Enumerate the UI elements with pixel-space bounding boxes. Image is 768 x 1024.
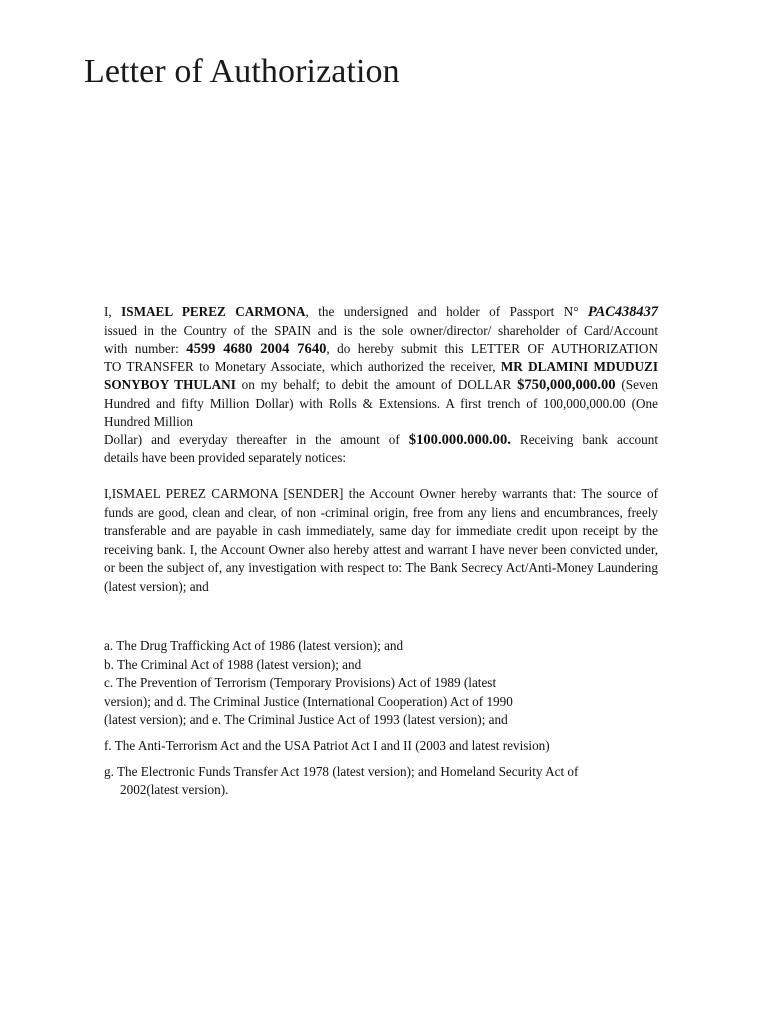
text-span: TO TRANSFER to Monetary Associate, which authorized the receiver, bbox=[104, 359, 501, 375]
list-item: g. The Electronic Funds Transfer Act 1978 (latest version); and Homeland Security Act of bbox=[104, 763, 579, 779]
acts-list bbox=[104, 637, 664, 800]
list-item: c. The Prevention of Terrorism (Temporary Provisions) Act of 1989 (latest bbox=[104, 675, 497, 691]
paragraph-line bbox=[104, 303, 658, 322]
text-span: , do hereby submit this LETTER OF AUTHORIZATION bbox=[326, 340, 658, 356]
list-item: version); and d. The Criminal Justice (International Cooperation) Act of 1990 bbox=[104, 693, 513, 709]
list-item: b. The Criminal Act of 1988 (latest version); and bbox=[104, 656, 362, 672]
text-span: Receiving bank account bbox=[510, 431, 658, 447]
paragraph-line: Hundred Million bbox=[104, 413, 194, 429]
text-span: (Seven bbox=[615, 377, 658, 393]
document-title: Letter of Authorization bbox=[84, 53, 400, 90]
receiver-name: MR DLAMINI MDUDUZI bbox=[500, 359, 658, 375]
paragraph-line: issued in the Country of the SPAIN and is the sole owner/director/ shareholder of Card/Account bbox=[104, 322, 658, 338]
list-item: 2002(latest version). bbox=[120, 782, 229, 798]
sender-name: ISMAEL PEREZ CARMONA bbox=[121, 304, 306, 319]
card-number: 4599 4680 2004 7640 bbox=[186, 340, 327, 357]
warranty-paragraph: I,ISMAEL PEREZ CARMONA [SENDER] the Account Owner hereby warrants that: The source of funds are good, clean and clear, of non -criminal origin, free from any liens and encumbrances, freely transferable and are payable in cash immediately, same day for immediate credit upon receipt by the receiving bank. I, the Account Owner also hereby attest and warrant I have never been convicted under, or been the subject of, any investigation with respect to: The Bank Secrecy Act/Anti-Money Laundering (latest version); and bbox=[104, 486, 658, 594]
paragraph-line bbox=[104, 340, 658, 359]
text-span: , the undersigned and holder of Passport N° bbox=[305, 304, 588, 319]
passport-number: PAC438437 bbox=[587, 304, 658, 320]
paragraph-line bbox=[104, 431, 658, 450]
text-span: Dollar) and everyday thereafter in the amount of bbox=[104, 431, 409, 447]
list-item: f. The Anti-Terrorism Act and the USA Patriot Act I and II (2003 and latest revision) bbox=[104, 737, 550, 753]
transfer-amount: $750,000,000.00 bbox=[517, 377, 616, 394]
list-item: (latest version); and e. The Criminal Justice Act of 1993 (latest version); and bbox=[104, 712, 508, 728]
text-span: on my behalf; to debit the amount of DOLLAR bbox=[235, 377, 518, 393]
authorization-paragraph bbox=[104, 303, 658, 467]
receiver-name: SONYBOY THULANI bbox=[104, 377, 236, 393]
list-item: a. The Drug Trafficking Act of 1986 (latest version); and bbox=[104, 638, 404, 653]
paragraph-line bbox=[104, 358, 658, 376]
paragraph-line: Hundred and fifty Million Dollar) with Rolls & Extensions. A first trench of 100,000,000.00 (One bbox=[104, 395, 658, 411]
text-span: with number: bbox=[104, 340, 187, 356]
daily-amount: $100.000.000.00. bbox=[408, 431, 511, 448]
text-span: I, bbox=[104, 304, 122, 319]
paragraph-line: details have been provided separately notices: bbox=[104, 450, 347, 466]
paragraph-line bbox=[104, 376, 658, 395]
